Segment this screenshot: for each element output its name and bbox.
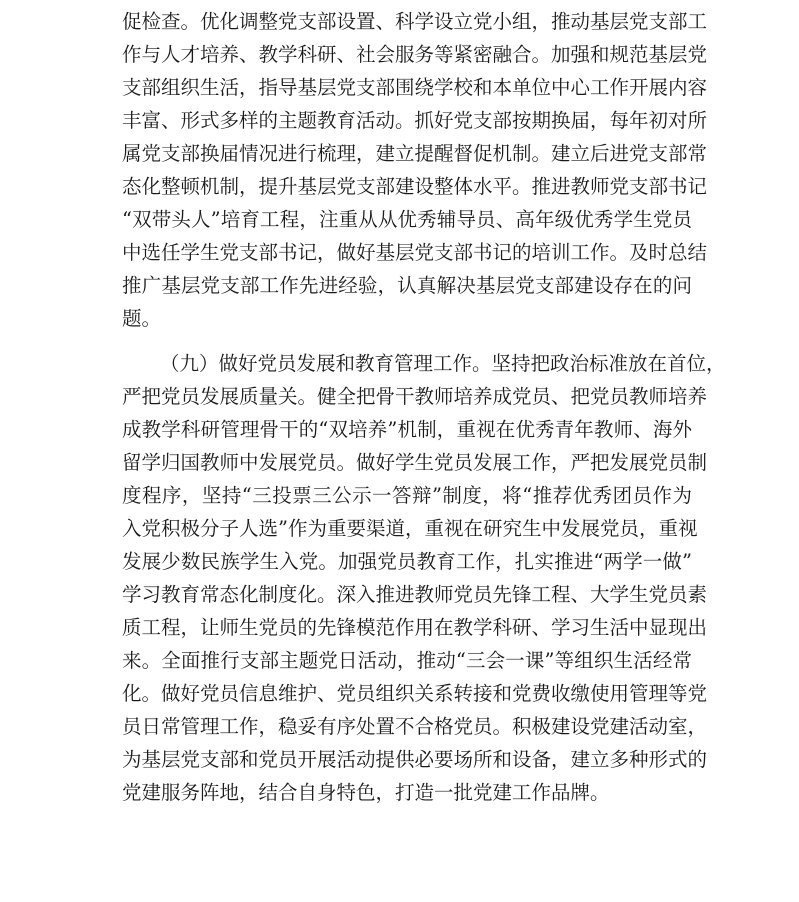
text-line: 题。	[122, 307, 162, 330]
text-line: 丰富、形式多样的主题教育活动。抓好党支部按期换届，每年初对所	[122, 109, 708, 132]
text-line: 为基层党支部和党员开展活动提供必要场所和设备，建立多种形式的	[122, 748, 708, 771]
text-line: 促检查。优化调整党支部设置、科学设立党小组，推动基层党支部工	[122, 10, 708, 33]
text-line: 严把党员发展质量关。健全把骨干教师培养成党员、把党员教师培养	[122, 385, 708, 408]
text-line: 作与人才培养、教学科研、社会服务等紧密融合。加强和规范基层党	[122, 43, 708, 66]
text-line: 入党积极分子人选”作为重要渠道，重视在研究生中发展党员，重视	[122, 517, 698, 540]
text-line: 度程序，坚持“三投票三公示一答辩”制度，将“推荐优秀团员作为	[122, 484, 692, 507]
text-line: 党建服务阵地，结合自身特色，打造一批党建工作品牌。	[122, 781, 610, 804]
text-line: 来。全面推行支部主题党日活动，推动“三会一课”等组织生活经常	[122, 649, 692, 672]
text-line: 化。做好党员信息维护、党员组织关系转接和党费收缴使用管理等党	[122, 682, 708, 705]
text-line: 留学归国教师中发展党员。做好学生党员发展工作，严把发展党员制	[122, 451, 708, 474]
text-line: 支部组织生活，指导基层党支部围绕学校和本单位中心工作开展内容	[122, 76, 708, 99]
text-line: 发展少数民族学生入党。加强党员教育工作，扎实推进“两学一做”	[122, 550, 692, 573]
text-line: 推广基层党支部工作先进经验，认真解决基层党支部建设存在的问	[122, 274, 692, 297]
text-line: 中选任学生党支部书记，做好基层党支部书记的培训工作。及时总结	[122, 241, 708, 264]
text-line: 属党支部换届情况进行梳理，建立提醒督促机制。建立后进党支部常	[122, 142, 708, 165]
text-line: “双带头人”培育工程，注重从从优秀辅导员、高年级优秀学生党员	[122, 208, 692, 231]
text-line: 学习教育常态化制度化。深入推进教师党员先锋工程、大学生党员素	[122, 583, 708, 606]
text-line: 态化整顿机制，提升基层党支部建设整体水平。推进教师党支部书记	[122, 175, 708, 198]
paragraph-heading-line: （九）做好党员发展和教育管理工作。坚持把政治标准放在首位，	[160, 352, 726, 375]
text-line: 成教学科研管理骨干的“双培养”机制，重视在优秀青年教师、海外	[122, 418, 692, 441]
text-line: 质工程，让师生党员的先锋模范作用在教学科研、学习生活中显现出	[122, 616, 708, 639]
text-line: 员日常管理工作，稳妥有序处置不合格党员。积极建设党建活动室，	[122, 715, 708, 738]
